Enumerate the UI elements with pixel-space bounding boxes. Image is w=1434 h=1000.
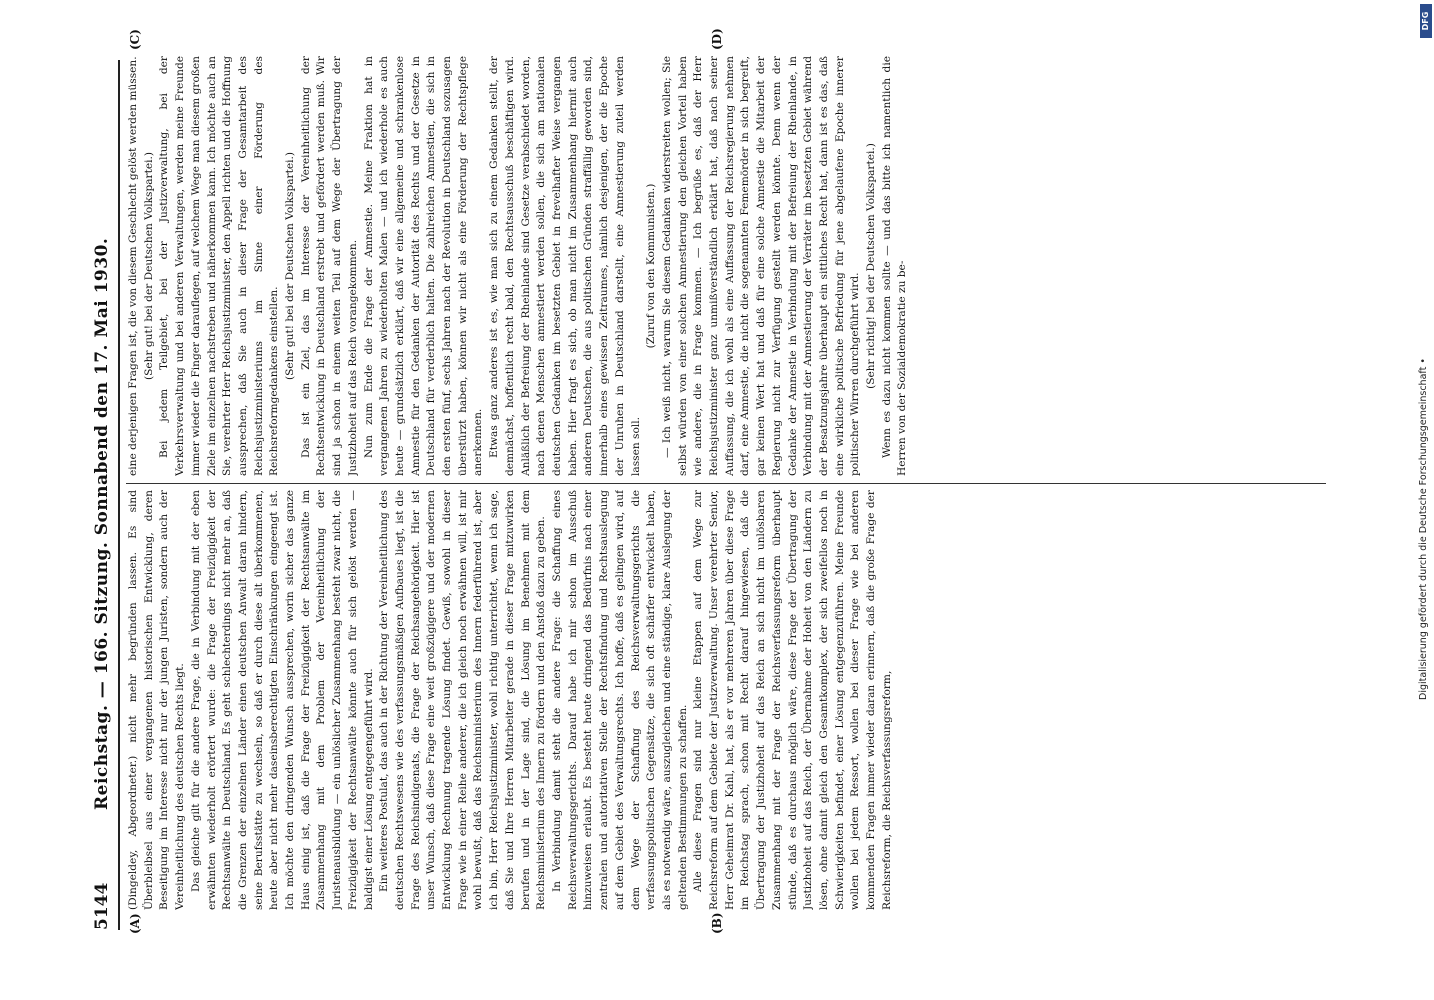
digitization-credit-text: Digitalisierung gefördert durch die Deutsche Forschungsgemeinschaft •: [1418, 358, 1429, 700]
left-paragraph: In Verbindung damit steht die andere Frage: die Schaffung eines Reichsverwaltungsgerichts. Darauf habe ich mir schon im Ausschuß hinzuweisen erlaubt. Es besteht heute dringend das Bedürfnis nach einer zentralen und autoritativen Stelle der Rechtsfindung und Rechtsauslegung auf dem Gebiet des Verwaltungsrechts. Ich hoffe, daß es gelingen wird, auf dem Wege der Schaffung des Reichsverwaltungsgerichts die verfassungspolitischen Gegensätze, die sich oft schärfer entwickelt haben, als es notwendig wäre, auszugleichen und eine ständige, klare Auslegung der geltenden Bestimmungen zu schaffen.: [550, 490, 689, 910]
interjection: (Sehr richtig! bei der Deutschen Volkspartei.): [865, 143, 878, 389]
interjection: (Zuruf von den Kommunisten.): [645, 183, 658, 349]
left-paragraph: Ein weiteres Postulat, das auch in der Richtung der Vereinheitlichung des deutschen Rechtswesens wie des verfassungsmäßigen Aufbaues liegt, ist die Frage des Reichsindigenats, die Frage der Reichsangehörigkeit. Hier ist unser Wunsch, daß diese Frage eine weit großzügigere und der modernen Entwicklung Rechnung tragende Lösung findet. Gewiß, sowohl in dieser Frage wie in einer Reihe anderer, die ich gleich noch erwähnen will, ist mir wohl bewußt, daß das Reichsministerium des Innern federführend ist, aber ich bin, Herr Reichsjustizminister, wohl richtig unterrichtet, wenn ich sage, daß Sie und Ihre Herren Mitarbeiter gerade in dieser Frage mitzuwirken berufen und in der Lage sind, die Lösung im Benehmen mit dem Reichsministerium des Innern zu fördern und den Anstoß dazu zu geben.: [378, 490, 548, 910]
left-column: [126, 490, 1336, 910]
margin-mark-d: (D): [710, 28, 724, 50]
right-paragraph: Bei jedem Teilgebiet, bei der Justizverwaltung, bei der Verkehrsverwaltung und bei anderen Verwaltungen, werden meine Freunde immer wieder die Finger darauflegen, auf welchem Wege man diesem großen Ziele im einzelnen nachstreben und näherkommen kann. Ich möchte auch an Sie, verehrter Herr Reichsjustizminister, den Appell richten und die Hoffnung aussprechen, daß Sie auch in dieser Frage der Gesamtarbeit des Reichsjustizministeriums im Sinne einer Förderung des Reichsreformgedankens einstellen.: [158, 56, 281, 476]
digitization-credit: [1418, 40, 1432, 700]
left-paragraph: (Dingeldey, Abgeordneter.) nicht mehr begründen lassen. Es sind Überbleibsel aus einer vergangenen historischen Entwicklung, deren Beseitigung im Interesse nicht nur der jungen Juristen, sondern auch der Vereinheitlichung des deutschen Rechts liegt.: [127, 490, 187, 910]
interjection: (Sehr gut! bei der Deutschen Volkspartei.): [284, 151, 297, 381]
page-header: [92, 60, 118, 930]
left-paragraph: Alle diese Fragen sind nur kleine Etappen auf dem Wege zur Reichsreform auf dem Gebiete der Justizverwaltung. Unser verehrter Senior, Herr Geheimrat Dr. Kahl, hat, als er vor mehreren Jahren über diese Frage im Reichstag sprach, schon mit Recht darauf hingewiesen, daß die Übertragung der Justizhoheit auf das Reich an sich nicht im unlösbaren Zusammenhang mit der Frage der Reichsverfassungsreform überhaupt stünde, daß es durchaus möglich wäre, diese Frage der Übertragung der Justizhoheit auf das Reich, der Übernahme der Hoheit von den Ländern zu lösen, ohne damit gleich den Gesamtkomplex, der sich zweifellos noch in Schwierigkeiten befindet, einer Lösung entgegenzuführen. Meine Freunde wollen bei jedem Ressort, wollen bei dieser Frage wie bei anderen kommenden Fragen immer wieder daran erinnern, daß die große Frage der Reichsreform, die Reichsverfassungsreform,: [692, 490, 893, 910]
margin-mark-c: (C): [128, 29, 142, 50]
right-paragraph: — Ich weiß nicht, warum Sie diesem Gedanken widerstreiten wollen; Sie selbst würden von einer solchen Amnestierung den gleichen Vorteil haben wie andere, die in Frage kommen. — Ich begrüße es, daß der Herr Reichsjustizminister ganz unmißverständlich erklärt hat, daß nach seiner Auffassung, die ich wohl als eine Auffassung der Reichsregierung nehmen darf, eine Amnestie, die nicht die sogenannten Fememörder in sich begreift, gar keinen Wert hat und daß für eine solche Amnestie die Mitarbeit der Regierung nicht zur Verfügung gestellt werden könnte. Denn wenn der Gedanke der Amnestie in Verbindung mit der Befreiung der Rheinlande, in Verbindung mit der Amnestierung der Verräter im besetzten Gebiet während der Besatzungsjahre überhaupt ein sittliches Recht hat, dann ist es das, daß eine wirkliche politische Befriedung für jene abgelaufene Epoche innerer politischer Wirren durchgeführt wird.: [660, 56, 862, 476]
right-paragraph: Nun zum Ende die Frage der Amnestie. Meine Fraktion hat in vergangenen Jahren zu wiederholten Malen — und ich wiederhole es auch heute — grundsätzlich erklärt, daß wir eine allgemeine und schrankenlose Amnestie für den Gedanken der Autorität des Rechts und der Gesetze in Deutschland für verderblich halten. Die zahlreichen Amnestien, die sich in den ersten fünf, sechs Jahren nach der Revolution in Deutschland sozusagen überstürzt haben, können wir nicht als eine Förderung der Rechtspflege anerkennen.: [362, 56, 485, 476]
right-paragraph: eine derjenigen Fragen ist, die von diesem Geschlecht gelöst werden müssen.: [127, 56, 139, 476]
interjection: (Sehr gut! bei der Deutschen Volkspartei.): [142, 151, 155, 381]
page-number: 5144: [92, 882, 112, 930]
header-rule: [118, 60, 120, 930]
margin-mark-b: (B): [710, 912, 724, 934]
right-paragraph: Das ist ein Ziel, das im Interesse der Vereinheitlichung der Rechtsentwicklung in Deutschland erstrebt und gefördert werden muß. Wir sind ja schon in einem weiten Teil auf dem Wege der Übertragung der Justizhoheit auf das Reich vorangekommen.: [299, 56, 359, 476]
right-paragraph: Wenn es dazu nicht kommen sollte — und das bitte ich namentlich die Herren von der Sozialdemokratie zu be-: [880, 56, 909, 476]
column-separator: [126, 483, 1326, 484]
margin-mark-a: (A): [128, 913, 142, 934]
right-column: [126, 56, 1336, 476]
page-title: Reichstag. — 166. Sitzung. Sonnabend den 17. Mai 1930.: [92, 237, 112, 810]
right-paragraph: Etwas ganz anderes ist es, wie man sich zu einem Gedanken stellt, der demnächst, hoffentlich recht bald, den Rechtsausschuß beschäftigen wird. Anläßlich der Befreiung der Rheinlande sind Gesetze verabschiedet worden, nach denen Menschen amnestiert werden sollen, die sich am nationalen deutschen Gedanken im besetzten Gebiet in frevelhafter Weise vergangen haben. Hier fragt es sich, ob man nicht im Zusammenhang hiermit auch anderen Deutschen, die aus politischen Gründen straffällig geworden sind, innerhalb eines gewissen Zeitraumes, nämlich desjenigen, der die Epoche der Unruhen in Deutschland darstellt, eine Amnestierung zuteil werden lassen soll.: [488, 56, 642, 476]
left-paragraph: Das gleiche gilt für die andere Frage, die in Verbindung mit der eben erwähnten wiederholt erörtert wurde: die Frage der Freizügigkeit der Rechtsanwälte in Deutschland. Es geht schlechterdings nicht mehr an, daß die Grenzen der einzelnen Länder einen deutschen Anwalt daran hindern, seine Berufsstätte zu wechseln, so daß er durch diese alt überkommenen, heute aber nicht mehr daseinsberechtigten Einschränkungen eingeengt ist. Ich möchte den dringenden Wunsch aussprechen, worin sicher das ganze Haus einig ist, daß die Frage der Freizügigkeit der Rechtsanwälte im Zusammenhang mit dem Problem der Vereinheitlichung der Juristenausbildung — ein unlöslicher Zusammenhang besteht zwar nicht, die Freizügigkeit der Rechtsanwälte könnte auch für sich gelöst werden — baldigst einer Lösung entgegengeführt wird.: [189, 490, 375, 910]
dfg-logo: DFG: [1420, 4, 1432, 38]
